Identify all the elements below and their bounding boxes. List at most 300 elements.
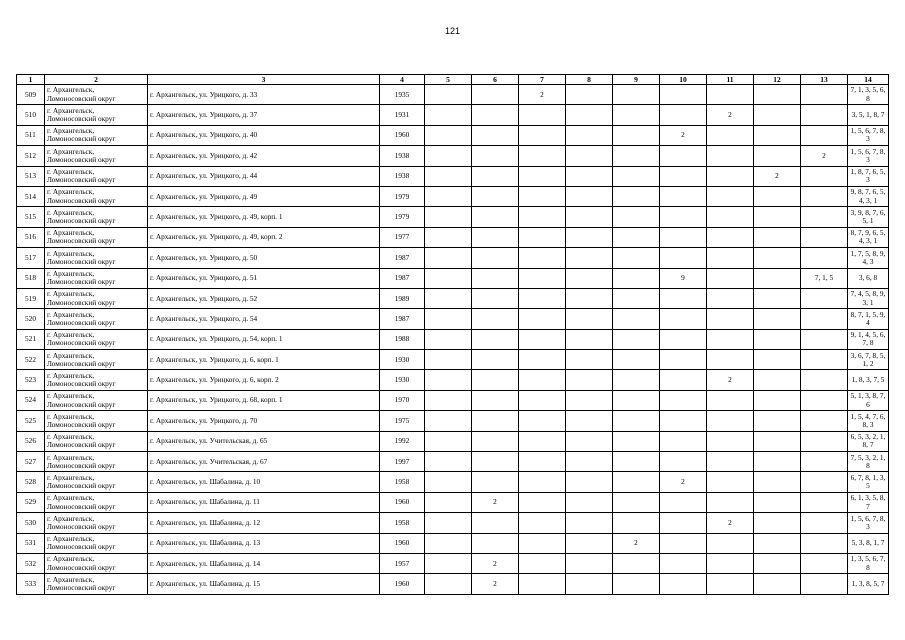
table-cell-col-13 bbox=[801, 309, 848, 329]
table-cell-col-3: г. Архангельск, ул. Урицкого, д. 70 bbox=[148, 411, 380, 431]
table-cell-col-8 bbox=[566, 125, 613, 145]
table-cell-col-8 bbox=[566, 370, 613, 390]
table-cell-col-12 bbox=[754, 125, 801, 145]
table-cell-col-7 bbox=[519, 390, 566, 410]
table-cell-col-1: 525 bbox=[17, 411, 45, 431]
table-cell-col-2: г. Архангельск, Ломоносовский округ bbox=[45, 553, 148, 573]
table-cell-col-5 bbox=[425, 166, 472, 186]
table-cell-col-8 bbox=[566, 390, 613, 410]
table-cell-col-5 bbox=[425, 513, 472, 533]
table-cell-col-11: 2 bbox=[707, 105, 754, 125]
table-cell-col-6 bbox=[472, 370, 519, 390]
table-cell-col-3: г. Архангельск, ул. Урицкого, д. 49 bbox=[148, 186, 380, 206]
table-cell-col-6 bbox=[472, 329, 519, 349]
table-cell-col-9 bbox=[613, 186, 660, 206]
table-cell-col-6 bbox=[472, 227, 519, 247]
table-cell-col-5 bbox=[425, 186, 472, 206]
table-cell-col-14: 5, 3, 8, 1, 7 bbox=[848, 533, 889, 553]
table-cell-col-2: г. Архангельск, Ломоносовский округ bbox=[45, 248, 148, 268]
table-row bbox=[17, 472, 889, 492]
table-cell-col-7 bbox=[519, 329, 566, 349]
table-cell-col-7 bbox=[519, 125, 566, 145]
table-cell-col-8 bbox=[566, 166, 613, 186]
table-cell-col-14: 1, 3, 8, 5, 7 bbox=[848, 574, 889, 594]
table-cell-col-1: 515 bbox=[17, 207, 45, 227]
column-header-8: 8 bbox=[566, 75, 613, 85]
column-header-9: 9 bbox=[613, 75, 660, 85]
table-cell-col-10 bbox=[660, 553, 707, 573]
table-cell-col-1: 528 bbox=[17, 472, 45, 492]
table-cell-col-9 bbox=[613, 431, 660, 451]
table-cell-col-12 bbox=[754, 105, 801, 125]
table-cell-col-6 bbox=[472, 431, 519, 451]
table-header bbox=[17, 75, 889, 85]
table-cell-col-12 bbox=[754, 186, 801, 206]
table-cell-col-8 bbox=[566, 350, 613, 370]
table-cell-col-6 bbox=[472, 452, 519, 472]
table-cell-col-8 bbox=[566, 553, 613, 573]
table-cell-col-4: 1979 bbox=[380, 186, 425, 206]
table-cell-col-8 bbox=[566, 513, 613, 533]
table-cell-col-11 bbox=[707, 431, 754, 451]
table-cell-col-14: 3, 6, 7, 8, 5, 1, 2 bbox=[848, 350, 889, 370]
table-cell-col-11 bbox=[707, 166, 754, 186]
table-cell-col-4: 1992 bbox=[380, 431, 425, 451]
table-cell-col-2: г. Архангельск, Ломоносовский округ bbox=[45, 513, 148, 533]
table-cell-col-3: г. Архангельск, ул. Учительская, д. 65 bbox=[148, 431, 380, 451]
table-cell-col-9 bbox=[613, 288, 660, 308]
table-cell-col-13 bbox=[801, 533, 848, 553]
table-body bbox=[17, 85, 889, 595]
table-row bbox=[17, 431, 889, 451]
table-cell-col-2: г. Архангельск, Ломоносовский округ bbox=[45, 125, 148, 145]
table-cell-col-12 bbox=[754, 492, 801, 512]
table-cell-col-14: 8, 7, 1, 5, 9, 4 bbox=[848, 309, 889, 329]
table-cell-col-4: 1960 bbox=[380, 574, 425, 594]
table-row bbox=[17, 166, 889, 186]
table-cell-col-3: г. Архангельск, ул. Урицкого, д. 40 bbox=[148, 125, 380, 145]
table-cell-col-3: г. Архангельск, ул. Шабалина, д. 14 bbox=[148, 553, 380, 573]
table-cell-col-11 bbox=[707, 186, 754, 206]
table-cell-col-8 bbox=[566, 452, 613, 472]
table-cell-col-8 bbox=[566, 186, 613, 206]
table-cell-col-13 bbox=[801, 452, 848, 472]
table-cell-col-12 bbox=[754, 574, 801, 594]
column-header-2: 2 bbox=[45, 75, 148, 85]
table-cell-col-1: 511 bbox=[17, 125, 45, 145]
table-cell-col-6 bbox=[472, 85, 519, 105]
table-cell-col-8 bbox=[566, 146, 613, 166]
table-cell-col-9 bbox=[613, 146, 660, 166]
table-cell-col-12 bbox=[754, 227, 801, 247]
table-cell-col-13 bbox=[801, 248, 848, 268]
table-cell-col-8 bbox=[566, 574, 613, 594]
table-cell-col-9 bbox=[613, 411, 660, 431]
table-cell-col-6 bbox=[472, 390, 519, 410]
table-cell-col-10 bbox=[660, 370, 707, 390]
table-cell-col-1: 521 bbox=[17, 329, 45, 349]
table-row bbox=[17, 125, 889, 145]
table-cell-col-5 bbox=[425, 370, 472, 390]
table-cell-col-10 bbox=[660, 85, 707, 105]
table-cell-col-14: 6, 7, 8, 1, 3, 5 bbox=[848, 472, 889, 492]
table-cell-col-6 bbox=[472, 268, 519, 288]
table-cell-col-7 bbox=[519, 248, 566, 268]
table-cell-col-11: 2 bbox=[707, 370, 754, 390]
table-cell-col-11 bbox=[707, 309, 754, 329]
table-cell-col-1: 526 bbox=[17, 431, 45, 451]
table-cell-col-12 bbox=[754, 248, 801, 268]
table-cell-col-14: 3, 5, 1, 8, 7 bbox=[848, 105, 889, 125]
table-cell-col-7 bbox=[519, 574, 566, 594]
table-cell-col-5 bbox=[425, 248, 472, 268]
table-cell-col-1: 514 bbox=[17, 186, 45, 206]
data-table bbox=[16, 74, 889, 595]
table-cell-col-3: г. Архангельск, ул. Урицкого, д. 37 bbox=[148, 105, 380, 125]
table-cell-col-2: г. Архангельск, Ломоносовский округ bbox=[45, 105, 148, 125]
table-cell-col-6 bbox=[472, 248, 519, 268]
table-cell-col-5 bbox=[425, 431, 472, 451]
column-header-5: 5 bbox=[425, 75, 472, 85]
table-cell-col-10 bbox=[660, 574, 707, 594]
table-cell-col-6 bbox=[472, 411, 519, 431]
table-cell-col-13 bbox=[801, 186, 848, 206]
table-cell-col-4: 1997 bbox=[380, 452, 425, 472]
table-cell-col-13 bbox=[801, 513, 848, 533]
table-cell-col-12 bbox=[754, 207, 801, 227]
table-cell-col-9 bbox=[613, 370, 660, 390]
table-cell-col-9 bbox=[613, 472, 660, 492]
table-cell-col-11 bbox=[707, 268, 754, 288]
table-cell-col-5 bbox=[425, 492, 472, 512]
table-cell-col-11 bbox=[707, 125, 754, 145]
table-cell-col-4: 1960 bbox=[380, 533, 425, 553]
table-cell-col-10 bbox=[660, 227, 707, 247]
table-cell-col-2: г. Архангельск, Ломоносовский округ bbox=[45, 85, 148, 105]
table-row bbox=[17, 553, 889, 573]
table-row bbox=[17, 85, 889, 105]
table-cell-col-14: 1, 3, 5, 6, 7, 8 bbox=[848, 553, 889, 573]
table-cell-col-4: 1957 bbox=[380, 553, 425, 573]
table-cell-col-13 bbox=[801, 411, 848, 431]
table-row bbox=[17, 227, 889, 247]
table-cell-col-8 bbox=[566, 411, 613, 431]
table-cell-col-9 bbox=[613, 553, 660, 573]
table-cell-col-9: 2 bbox=[613, 533, 660, 553]
table-cell-col-10 bbox=[660, 186, 707, 206]
table-cell-col-9 bbox=[613, 452, 660, 472]
table-cell-col-5 bbox=[425, 553, 472, 573]
table-cell-col-4: 1987 bbox=[380, 309, 425, 329]
table-cell-col-6: 2 bbox=[472, 553, 519, 573]
column-header-4: 4 bbox=[380, 75, 425, 85]
table-cell-col-11 bbox=[707, 390, 754, 410]
table-cell-col-12 bbox=[754, 288, 801, 308]
table-row bbox=[17, 309, 889, 329]
table-cell-col-13 bbox=[801, 288, 848, 308]
table-cell-col-8 bbox=[566, 248, 613, 268]
table-cell-col-9 bbox=[613, 248, 660, 268]
table-cell-col-8 bbox=[566, 207, 613, 227]
table-cell-col-3: г. Архангельск, ул. Шабалина, д. 15 bbox=[148, 574, 380, 594]
table-cell-col-5 bbox=[425, 452, 472, 472]
table-cell-col-9 bbox=[613, 574, 660, 594]
table-cell-col-2: г. Архангельск, Ломоносовский округ bbox=[45, 472, 148, 492]
table-row bbox=[17, 105, 889, 125]
table-cell-col-10 bbox=[660, 105, 707, 125]
table-cell-col-5 bbox=[425, 227, 472, 247]
table-cell-col-5 bbox=[425, 207, 472, 227]
table-cell-col-1: 523 bbox=[17, 370, 45, 390]
table-cell-col-13: 2 bbox=[801, 146, 848, 166]
table-cell-col-7 bbox=[519, 472, 566, 492]
table-cell-col-14: 1, 5, 6, 7, 8, 3 bbox=[848, 146, 889, 166]
table-cell-col-10 bbox=[660, 207, 707, 227]
table-cell-col-12 bbox=[754, 533, 801, 553]
table-cell-col-11 bbox=[707, 207, 754, 227]
table-cell-col-8 bbox=[566, 85, 613, 105]
table-row bbox=[17, 513, 889, 533]
table-cell-col-13 bbox=[801, 370, 848, 390]
table-cell-col-1: 533 bbox=[17, 574, 45, 594]
column-header-1: 1 bbox=[17, 75, 45, 85]
table-cell-col-10 bbox=[660, 288, 707, 308]
table-cell-col-7 bbox=[519, 227, 566, 247]
column-header-11: 11 bbox=[707, 75, 754, 85]
table-cell-col-6 bbox=[472, 309, 519, 329]
table-cell-col-1: 531 bbox=[17, 533, 45, 553]
table-cell-col-4: 1987 bbox=[380, 248, 425, 268]
table-cell-col-9 bbox=[613, 329, 660, 349]
table-cell-col-10 bbox=[660, 390, 707, 410]
table-cell-col-3: г. Архангельск, ул. Урицкого, д. 49, корп. 1 bbox=[148, 207, 380, 227]
table-cell-col-10 bbox=[660, 166, 707, 186]
table-cell-col-1: 532 bbox=[17, 553, 45, 573]
table-cell-col-1: 512 bbox=[17, 146, 45, 166]
table-cell-col-4: 1930 bbox=[380, 370, 425, 390]
table-cell-col-9 bbox=[613, 513, 660, 533]
table-cell-col-6 bbox=[472, 288, 519, 308]
table-cell-col-3: г. Архангельск, ул. Шабалина, д. 11 bbox=[148, 492, 380, 512]
table-cell-col-2: г. Архангельск, Ломоносовский округ bbox=[45, 452, 148, 472]
table-cell-col-11 bbox=[707, 452, 754, 472]
table-cell-col-9 bbox=[613, 227, 660, 247]
table-cell-col-8 bbox=[566, 268, 613, 288]
table-cell-col-10 bbox=[660, 452, 707, 472]
table-cell-col-3: г. Архангельск, ул. Шабалина, д. 13 bbox=[148, 533, 380, 553]
table-cell-col-8 bbox=[566, 288, 613, 308]
table-cell-col-9 bbox=[613, 125, 660, 145]
table-cell-col-3: г. Архангельск, ул. Урицкого, д. 33 bbox=[148, 85, 380, 105]
table-cell-col-4: 1979 bbox=[380, 207, 425, 227]
table-row bbox=[17, 533, 889, 553]
table-cell-col-2: г. Архангельск, Ломоносовский округ bbox=[45, 268, 148, 288]
table-cell-col-13 bbox=[801, 227, 848, 247]
table-cell-col-1: 510 bbox=[17, 105, 45, 125]
table-cell-col-2: г. Архангельск, Ломоносовский округ bbox=[45, 533, 148, 553]
table-cell-col-11: 2 bbox=[707, 513, 754, 533]
table-cell-col-5 bbox=[425, 288, 472, 308]
table-cell-col-14: 3, 6, 8 bbox=[848, 268, 889, 288]
table-cell-col-7 bbox=[519, 288, 566, 308]
table-cell-col-10 bbox=[660, 350, 707, 370]
table-row bbox=[17, 268, 889, 288]
table-cell-col-6 bbox=[472, 472, 519, 492]
table-cell-col-9 bbox=[613, 207, 660, 227]
table-cell-col-4: 1975 bbox=[380, 411, 425, 431]
table-cell-col-4: 1938 bbox=[380, 146, 425, 166]
table-cell-col-8 bbox=[566, 492, 613, 512]
table-cell-col-6 bbox=[472, 186, 519, 206]
table-cell-col-2: г. Архангельск, Ломоносовский округ bbox=[45, 492, 148, 512]
table-cell-col-2: г. Архангельск, Ломоносовский округ bbox=[45, 309, 148, 329]
table-cell-col-10 bbox=[660, 146, 707, 166]
table-cell-col-6: 2 bbox=[472, 574, 519, 594]
header-row bbox=[17, 75, 889, 85]
table-cell-col-13 bbox=[801, 472, 848, 492]
table-cell-col-11 bbox=[707, 329, 754, 349]
table-cell-col-13 bbox=[801, 207, 848, 227]
table-cell-col-4: 1960 bbox=[380, 125, 425, 145]
table-cell-col-2: г. Архангельск, Ломоносовский округ bbox=[45, 146, 148, 166]
table-cell-col-13 bbox=[801, 553, 848, 573]
table-cell-col-7 bbox=[519, 411, 566, 431]
table-cell-col-13 bbox=[801, 431, 848, 451]
table-cell-col-9 bbox=[613, 85, 660, 105]
table-cell-col-4: 1977 bbox=[380, 227, 425, 247]
table-cell-col-11 bbox=[707, 146, 754, 166]
table-cell-col-9 bbox=[613, 268, 660, 288]
table-cell-col-12 bbox=[754, 309, 801, 329]
table-cell-col-4: 1935 bbox=[380, 85, 425, 105]
table-cell-col-3: г. Архангельск, ул. Урицкого, д. 54 bbox=[148, 309, 380, 329]
table-cell-col-3: г. Архангельск, ул. Урицкого, д. 50 bbox=[148, 248, 380, 268]
table-cell-col-13 bbox=[801, 105, 848, 125]
table-cell-col-2: г. Архангельск, Ломоносовский округ bbox=[45, 186, 148, 206]
table-cell-col-9 bbox=[613, 309, 660, 329]
table-cell-col-14: 1, 8, 3, 7, 5 bbox=[848, 370, 889, 390]
table-cell-col-14: 7, 1, 3, 5, 6, 8 bbox=[848, 85, 889, 105]
table-cell-col-9 bbox=[613, 390, 660, 410]
table-cell-col-14: 7, 4, 5, 8, 9, 3, 1 bbox=[848, 288, 889, 308]
table-cell-col-5 bbox=[425, 350, 472, 370]
table-row bbox=[17, 492, 889, 512]
table-cell-col-14: 9, 8, 7, 6, 5, 4, 3, 1 bbox=[848, 186, 889, 206]
table-cell-col-13 bbox=[801, 166, 848, 186]
table-cell-col-11 bbox=[707, 472, 754, 492]
table-cell-col-14: 7, 5, 3, 2, 1, 8 bbox=[848, 452, 889, 472]
table-cell-col-5 bbox=[425, 574, 472, 594]
table-cell-col-9 bbox=[613, 166, 660, 186]
table-cell-col-4: 1970 bbox=[380, 390, 425, 410]
table-cell-col-12 bbox=[754, 390, 801, 410]
table-cell-col-2: г. Архангельск, Ломоносовский округ bbox=[45, 288, 148, 308]
table-cell-col-12 bbox=[754, 472, 801, 492]
table-cell-col-7 bbox=[519, 309, 566, 329]
table-cell-col-11 bbox=[707, 227, 754, 247]
table-cell-col-6 bbox=[472, 125, 519, 145]
column-header-14: 14 bbox=[848, 75, 889, 85]
table-cell-col-12 bbox=[754, 411, 801, 431]
table-cell-col-14: 5, 1, 3, 8, 7, 6 bbox=[848, 390, 889, 410]
table-cell-col-7 bbox=[519, 431, 566, 451]
table-cell-col-8 bbox=[566, 431, 613, 451]
table-cell-col-3: г. Архангельск, ул. Урицкого, д. 6, корп. 1 bbox=[148, 350, 380, 370]
table-cell-col-14: 6, 1, 3, 5, 8, 7 bbox=[848, 492, 889, 512]
table-cell-col-5 bbox=[425, 85, 472, 105]
table-row bbox=[17, 411, 889, 431]
table-cell-col-12 bbox=[754, 553, 801, 573]
table-cell-col-3: г. Архангельск, ул. Урицкого, д. 44 bbox=[148, 166, 380, 186]
table-cell-col-4: 1930 bbox=[380, 350, 425, 370]
table-cell-col-1: 518 bbox=[17, 268, 45, 288]
table-cell-col-4: 1938 bbox=[380, 166, 425, 186]
table-cell-col-1: 520 bbox=[17, 309, 45, 329]
table-row bbox=[17, 350, 889, 370]
table-cell-col-10: 9 bbox=[660, 268, 707, 288]
table-cell-col-7 bbox=[519, 492, 566, 512]
table-cell-col-12 bbox=[754, 329, 801, 349]
table-cell-col-2: г. Архангельск, Ломоносовский округ bbox=[45, 166, 148, 186]
table-cell-col-5 bbox=[425, 329, 472, 349]
table-cell-col-4: 1958 bbox=[380, 513, 425, 533]
table-cell-col-13: 7, 1, 5 bbox=[801, 268, 848, 288]
table-cell-col-8 bbox=[566, 227, 613, 247]
table-cell-col-8 bbox=[566, 472, 613, 492]
table-cell-col-10 bbox=[660, 248, 707, 268]
table-cell-col-5 bbox=[425, 146, 472, 166]
table-cell-col-3: г. Архангельск, ул. Шабалина, д. 10 bbox=[148, 472, 380, 492]
table-cell-col-5 bbox=[425, 268, 472, 288]
table-cell-col-1: 519 bbox=[17, 288, 45, 308]
table-cell-col-8 bbox=[566, 309, 613, 329]
table-cell-col-13 bbox=[801, 125, 848, 145]
table-cell-col-14: 1, 8, 7, 6, 5, 3 bbox=[848, 166, 889, 186]
table-cell-col-13 bbox=[801, 574, 848, 594]
table-cell-col-5 bbox=[425, 105, 472, 125]
table-cell-col-11 bbox=[707, 553, 754, 573]
table-cell-col-1: 517 bbox=[17, 248, 45, 268]
table-cell-col-3: г. Архангельск, ул. Урицкого, д. 54, корп. 1 bbox=[148, 329, 380, 349]
table-cell-col-10 bbox=[660, 513, 707, 533]
table-row bbox=[17, 207, 889, 227]
table-cell-col-2: г. Архангельск, Ломоносовский округ bbox=[45, 431, 148, 451]
table-cell-col-2: г. Архангельск, Ломоносовский округ bbox=[45, 207, 148, 227]
table-cell-col-10: 2 bbox=[660, 125, 707, 145]
table-row bbox=[17, 329, 889, 349]
table-cell-col-6 bbox=[472, 146, 519, 166]
table-cell-col-7 bbox=[519, 186, 566, 206]
table-cell-col-7 bbox=[519, 166, 566, 186]
table-cell-col-5 bbox=[425, 390, 472, 410]
table-cell-col-11 bbox=[707, 288, 754, 308]
table-cell-col-8 bbox=[566, 105, 613, 125]
table-cell-col-11 bbox=[707, 248, 754, 268]
table-cell-col-11 bbox=[707, 350, 754, 370]
table-cell-col-4: 1960 bbox=[380, 492, 425, 512]
table-cell-col-7 bbox=[519, 370, 566, 390]
table-cell-col-6: 2 bbox=[472, 492, 519, 512]
table-cell-col-13 bbox=[801, 390, 848, 410]
table-cell-col-1: 516 bbox=[17, 227, 45, 247]
table-cell-col-1: 524 bbox=[17, 390, 45, 410]
table-cell-col-6 bbox=[472, 207, 519, 227]
table-cell-col-11 bbox=[707, 574, 754, 594]
page-number: 121 bbox=[444, 26, 461, 36]
table-cell-col-2: г. Архангельск, Ломоносовский округ bbox=[45, 411, 148, 431]
column-header-13: 13 bbox=[801, 75, 848, 85]
table-cell-col-3: г. Архангельск, ул. Урицкого, д. 68, корп. 1 bbox=[148, 390, 380, 410]
